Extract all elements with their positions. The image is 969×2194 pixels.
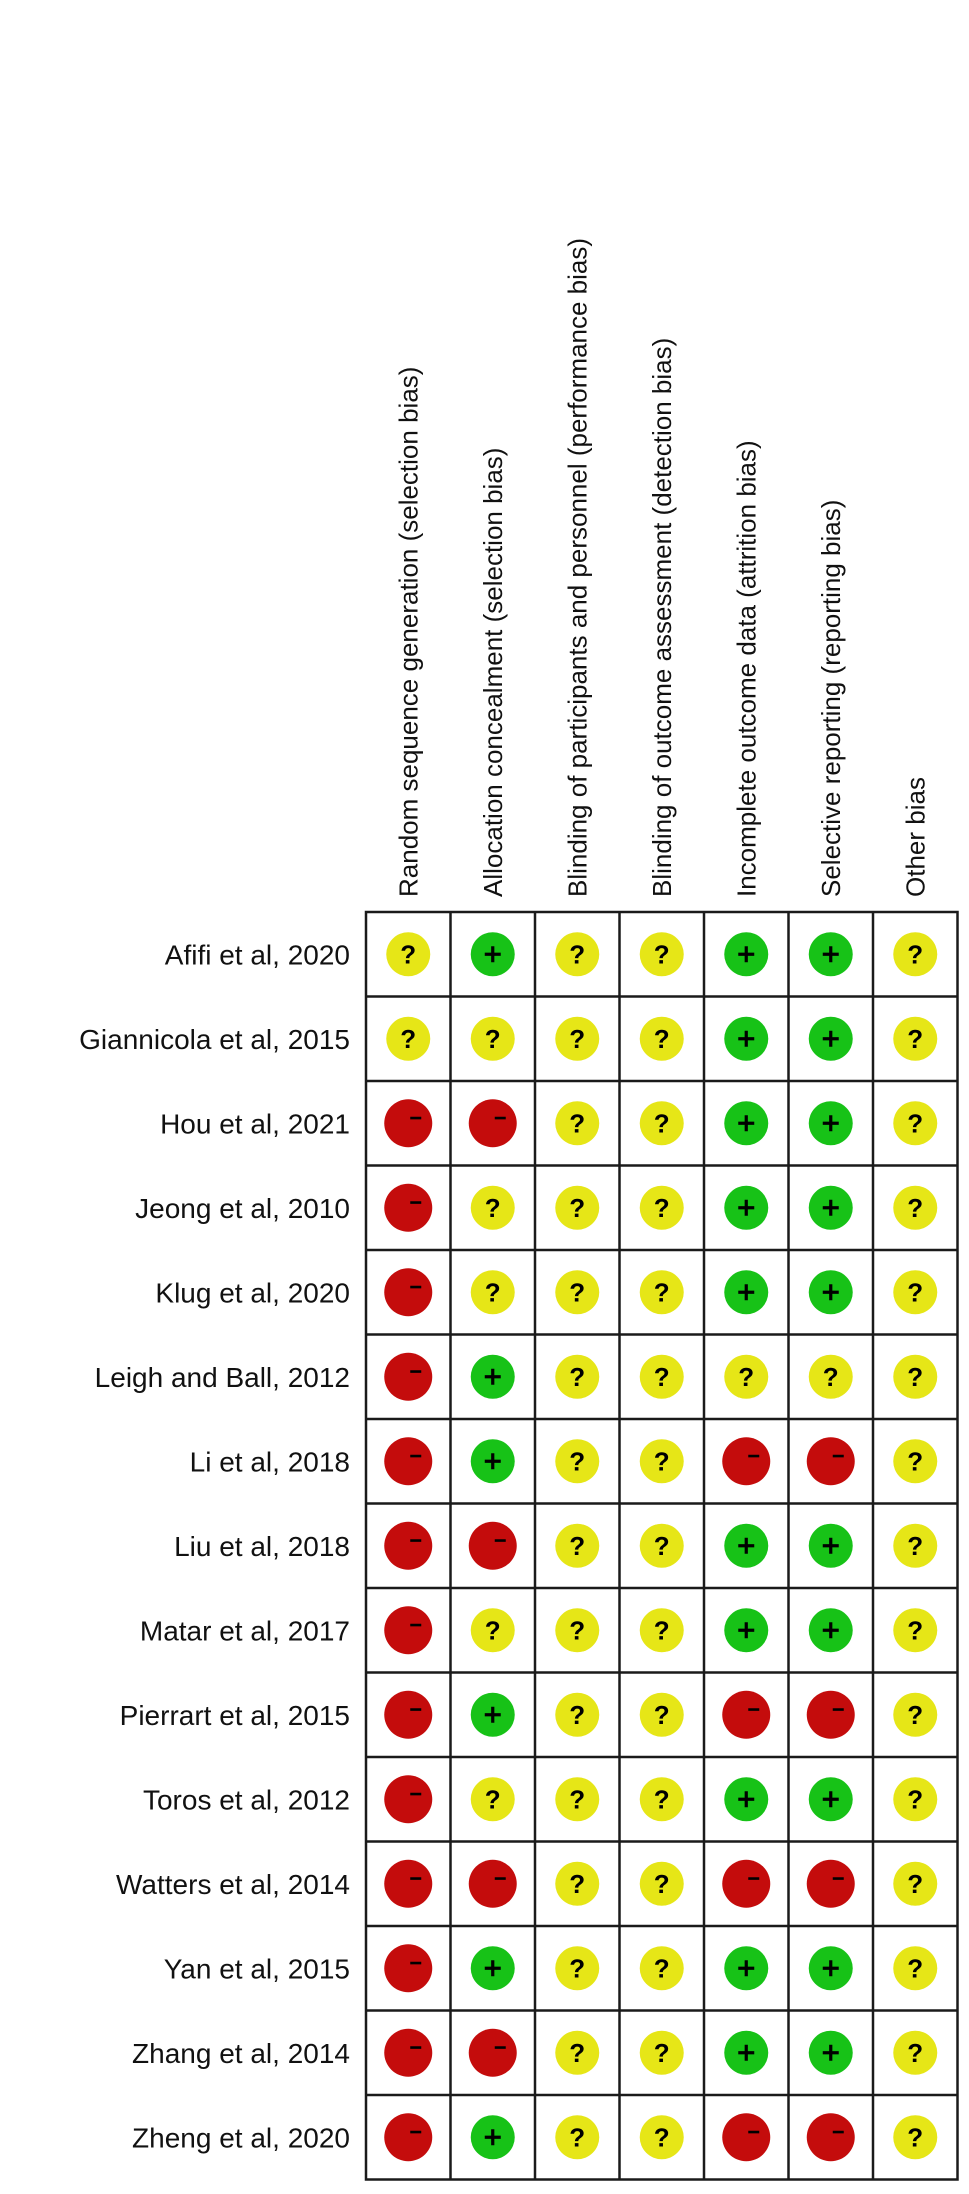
unclear-risk-mark bbox=[471, 1608, 515, 1652]
question-icon: ? bbox=[653, 939, 670, 970]
question-icon: ? bbox=[653, 1530, 670, 1561]
low-risk-mark bbox=[809, 2031, 853, 2075]
study-label: Watters et al, 2014 bbox=[116, 1868, 350, 1900]
high-risk-mark bbox=[384, 1268, 432, 1316]
low-risk-mark bbox=[724, 2031, 768, 2075]
question-icon: ? bbox=[569, 1530, 586, 1561]
unclear-risk-mark bbox=[640, 1355, 684, 1399]
question-icon: ? bbox=[907, 1192, 924, 1223]
question-icon: ? bbox=[907, 1108, 924, 1139]
plus-icon bbox=[829, 1031, 832, 1047]
unclear-risk-mark bbox=[893, 1608, 937, 1652]
minus-icon bbox=[748, 1877, 759, 1880]
plus-icon bbox=[491, 1453, 494, 1469]
unclear-risk-mark bbox=[893, 1524, 937, 1568]
rating-circle bbox=[384, 1775, 432, 1823]
plus-icon bbox=[829, 1791, 832, 1807]
plus-icon bbox=[745, 1960, 748, 1976]
minus-icon bbox=[833, 2131, 844, 2134]
study-label: Zhang et al, 2014 bbox=[132, 2037, 350, 2069]
unclear-risk-mark bbox=[555, 1186, 599, 1230]
minus-icon bbox=[410, 1708, 421, 1711]
low-risk-mark bbox=[471, 1439, 515, 1483]
unclear-risk-mark bbox=[893, 1862, 937, 1906]
question-icon: ? bbox=[653, 1868, 670, 1899]
question-icon: ? bbox=[484, 1192, 501, 1223]
unclear-risk-mark bbox=[555, 2031, 599, 2075]
low-risk-mark bbox=[724, 1608, 768, 1652]
unclear-risk-mark bbox=[640, 1017, 684, 1061]
minus-icon bbox=[748, 1455, 759, 1458]
domain-header-6: Selective reporting (reporting bias) bbox=[815, 499, 846, 897]
high-risk-mark bbox=[469, 1522, 517, 1570]
rating-circle bbox=[722, 1860, 770, 1908]
domain-header-5: Incomplete outcome data (attrition bias) bbox=[731, 440, 762, 897]
question-icon: ? bbox=[653, 1699, 670, 1730]
unclear-risk-mark bbox=[555, 1524, 599, 1568]
minus-icon bbox=[495, 2046, 506, 2049]
question-icon: ? bbox=[569, 1446, 586, 1477]
high-risk-mark bbox=[469, 1860, 517, 1908]
minus-icon bbox=[410, 2131, 421, 2134]
unclear-risk-mark bbox=[640, 1862, 684, 1906]
unclear-risk-mark bbox=[893, 1946, 937, 1990]
study-label: Afifi et al, 2020 bbox=[164, 939, 350, 971]
rating-circle bbox=[384, 1268, 432, 1316]
high-risk-mark bbox=[722, 1437, 770, 1485]
low-risk-mark bbox=[809, 1186, 853, 1230]
unclear-risk-mark bbox=[640, 1270, 684, 1314]
low-risk-mark bbox=[809, 1101, 853, 1145]
question-icon: ? bbox=[653, 1361, 670, 1392]
question-icon: ? bbox=[907, 2122, 924, 2153]
high-risk-mark bbox=[722, 1691, 770, 1739]
high-risk-mark bbox=[384, 1353, 432, 1401]
high-risk-mark bbox=[807, 2113, 855, 2161]
plus-icon bbox=[745, 1791, 748, 1807]
unclear-risk-mark bbox=[640, 1777, 684, 1821]
unclear-risk-mark bbox=[640, 932, 684, 976]
domain-headers bbox=[393, 238, 930, 897]
domain-header-2: Allocation concealment (selection bias) bbox=[477, 447, 508, 897]
question-icon: ? bbox=[569, 1953, 586, 1984]
plus-icon bbox=[745, 946, 748, 962]
question-icon: ? bbox=[907, 1868, 924, 1899]
plus-icon bbox=[745, 1115, 748, 1131]
plus-icon bbox=[829, 1538, 832, 1554]
low-risk-mark bbox=[809, 1608, 853, 1652]
domain-header-4: Blinding of outcome assessment (detection bias) bbox=[646, 337, 677, 897]
unclear-risk-mark bbox=[555, 1608, 599, 1652]
study-label: Yan et al, 2015 bbox=[163, 1953, 350, 1985]
unclear-risk-mark bbox=[640, 1693, 684, 1737]
study-label: Matar et al, 2017 bbox=[139, 1615, 350, 1647]
question-icon: ? bbox=[569, 939, 586, 970]
question-icon: ? bbox=[484, 1615, 501, 1646]
rating-marks bbox=[384, 932, 937, 2161]
question-icon: ? bbox=[653, 1446, 670, 1477]
unclear-risk-mark bbox=[386, 1017, 430, 1061]
rating-circle bbox=[722, 1437, 770, 1485]
unclear-risk-mark bbox=[555, 1777, 599, 1821]
unclear-risk-mark bbox=[640, 2115, 684, 2159]
study-label: Giannicola et al, 2015 bbox=[79, 1023, 350, 1055]
high-risk-mark bbox=[384, 1860, 432, 1908]
question-icon: ? bbox=[400, 939, 417, 970]
rating-circle bbox=[384, 1522, 432, 1570]
unclear-risk-mark bbox=[640, 1101, 684, 1145]
high-risk-mark bbox=[722, 2113, 770, 2161]
rating-circle bbox=[469, 1860, 517, 1908]
unclear-risk-mark bbox=[724, 1355, 768, 1399]
minus-icon bbox=[410, 1877, 421, 1880]
unclear-risk-mark bbox=[471, 1017, 515, 1061]
question-icon: ? bbox=[907, 1784, 924, 1815]
unclear-risk-mark bbox=[893, 1777, 937, 1821]
rating-circle bbox=[384, 1437, 432, 1485]
question-icon: ? bbox=[907, 2037, 924, 2068]
minus-icon bbox=[410, 1539, 421, 1542]
unclear-risk-mark bbox=[555, 1693, 599, 1737]
rating-circle bbox=[722, 1691, 770, 1739]
unclear-risk-mark bbox=[555, 932, 599, 976]
unclear-risk-mark bbox=[555, 1270, 599, 1314]
question-icon: ? bbox=[484, 1277, 501, 1308]
question-icon: ? bbox=[653, 1023, 670, 1054]
minus-icon bbox=[495, 1877, 506, 1880]
rating-circle bbox=[384, 2029, 432, 2077]
question-icon: ? bbox=[907, 1699, 924, 1730]
low-risk-mark bbox=[471, 1946, 515, 1990]
domain-header-7: Other bias bbox=[900, 777, 931, 897]
high-risk-mark bbox=[384, 2029, 432, 2077]
unclear-risk-mark bbox=[893, 2031, 937, 2075]
unclear-risk-mark bbox=[893, 2115, 937, 2159]
minus-icon bbox=[410, 1793, 421, 1796]
high-risk-mark bbox=[384, 1775, 432, 1823]
unclear-risk-mark bbox=[555, 1439, 599, 1483]
low-risk-mark bbox=[724, 1946, 768, 1990]
unclear-risk-mark bbox=[555, 2115, 599, 2159]
question-icon: ? bbox=[907, 1953, 924, 1984]
plus-icon bbox=[829, 1115, 832, 1131]
plus-icon bbox=[745, 2045, 748, 2061]
unclear-risk-mark bbox=[893, 1439, 937, 1483]
low-risk-mark bbox=[809, 1524, 853, 1568]
low-risk-mark bbox=[809, 932, 853, 976]
question-icon: ? bbox=[907, 1361, 924, 1392]
question-icon: ? bbox=[569, 1108, 586, 1139]
rating-circle bbox=[807, 1691, 855, 1739]
plus-icon bbox=[745, 1031, 748, 1047]
low-risk-mark bbox=[724, 1186, 768, 1230]
low-risk-mark bbox=[724, 1017, 768, 1061]
high-risk-mark bbox=[384, 1944, 432, 1992]
question-icon: ? bbox=[653, 1615, 670, 1646]
unclear-risk-mark bbox=[555, 1355, 599, 1399]
question-icon: ? bbox=[569, 2122, 586, 2153]
question-icon: ? bbox=[569, 1699, 586, 1730]
rating-circle bbox=[384, 1099, 432, 1147]
question-icon: ? bbox=[653, 1784, 670, 1815]
minus-icon bbox=[833, 1455, 844, 1458]
low-risk-mark bbox=[724, 1101, 768, 1145]
minus-icon bbox=[748, 1708, 759, 1711]
high-risk-mark bbox=[384, 1606, 432, 1654]
low-risk-mark bbox=[809, 1777, 853, 1821]
low-risk-mark bbox=[809, 1270, 853, 1314]
unclear-risk-mark bbox=[640, 1946, 684, 1990]
question-icon: ? bbox=[907, 939, 924, 970]
study-label: Zheng et al, 2020 bbox=[132, 2122, 350, 2154]
plus-icon bbox=[745, 1622, 748, 1638]
question-icon: ? bbox=[653, 1953, 670, 1984]
minus-icon bbox=[410, 2046, 421, 2049]
unclear-risk-mark bbox=[640, 1524, 684, 1568]
low-risk-mark bbox=[471, 1693, 515, 1737]
question-icon: ? bbox=[907, 1277, 924, 1308]
question-icon: ? bbox=[653, 1108, 670, 1139]
question-icon: ? bbox=[653, 1277, 670, 1308]
rating-circle bbox=[384, 1691, 432, 1739]
study-label: Li et al, 2018 bbox=[189, 1446, 350, 1478]
low-risk-mark bbox=[724, 932, 768, 976]
low-risk-mark bbox=[809, 1946, 853, 1990]
question-icon: ? bbox=[400, 1023, 417, 1054]
study-label: Toros et al, 2012 bbox=[142, 1784, 350, 1816]
rating-circle bbox=[469, 2029, 517, 2077]
plus-icon bbox=[829, 1622, 832, 1638]
study-label: Hou et al, 2021 bbox=[160, 1108, 350, 1140]
minus-icon bbox=[410, 1201, 421, 1204]
minus-icon bbox=[495, 1117, 506, 1120]
plus-icon bbox=[745, 1538, 748, 1554]
unclear-risk-mark bbox=[893, 1186, 937, 1230]
unclear-risk-mark bbox=[893, 1017, 937, 1061]
high-risk-mark bbox=[807, 1691, 855, 1739]
rating-circle bbox=[384, 1944, 432, 1992]
rating-circle bbox=[807, 1860, 855, 1908]
plus-icon bbox=[829, 1200, 832, 1216]
minus-icon bbox=[410, 1286, 421, 1289]
unclear-risk-mark bbox=[471, 1777, 515, 1821]
plus-icon bbox=[829, 1960, 832, 1976]
minus-icon bbox=[410, 1455, 421, 1458]
high-risk-mark bbox=[384, 2113, 432, 2161]
plus-icon bbox=[829, 1284, 832, 1300]
question-icon: ? bbox=[569, 1868, 586, 1899]
study-label: Jeong et al, 2010 bbox=[135, 1192, 350, 1224]
unclear-risk-mark bbox=[893, 1693, 937, 1737]
rating-circle bbox=[807, 2113, 855, 2161]
low-risk-mark bbox=[471, 2115, 515, 2159]
unclear-risk-mark bbox=[640, 1608, 684, 1652]
rating-circle bbox=[384, 2113, 432, 2161]
unclear-risk-mark bbox=[555, 1946, 599, 1990]
question-icon: ? bbox=[484, 1023, 501, 1054]
unclear-risk-mark bbox=[640, 1186, 684, 1230]
plus-icon bbox=[745, 1284, 748, 1300]
unclear-risk-mark bbox=[893, 1101, 937, 1145]
unclear-risk-mark bbox=[386, 932, 430, 976]
question-icon: ? bbox=[907, 1615, 924, 1646]
unclear-risk-mark bbox=[471, 1186, 515, 1230]
plus-icon bbox=[491, 946, 494, 962]
study-label: Liu et al, 2018 bbox=[174, 1530, 350, 1562]
domain-header-3: Blinding of participants and personnel (performance bias) bbox=[562, 237, 593, 897]
rating-circle bbox=[722, 2113, 770, 2161]
rating-circle bbox=[807, 1437, 855, 1485]
unclear-risk-mark bbox=[893, 1270, 937, 1314]
plus-icon bbox=[491, 1369, 494, 1385]
study-labels bbox=[79, 939, 350, 2153]
question-icon: ? bbox=[653, 2122, 670, 2153]
minus-icon bbox=[410, 1624, 421, 1627]
high-risk-mark bbox=[469, 1099, 517, 1147]
minus-icon bbox=[748, 2131, 759, 2134]
minus-icon bbox=[410, 1117, 421, 1120]
plus-icon bbox=[491, 1960, 494, 1976]
domain-header-1: Random sequence generation (selection bias) bbox=[393, 366, 424, 897]
question-icon: ? bbox=[653, 2037, 670, 2068]
question-icon: ? bbox=[907, 1530, 924, 1561]
minus-icon bbox=[495, 1539, 506, 1542]
unclear-risk-mark bbox=[555, 1101, 599, 1145]
plus-icon bbox=[491, 2129, 494, 2145]
study-label: Leigh and Ball, 2012 bbox=[94, 1361, 350, 1393]
low-risk-mark bbox=[809, 1017, 853, 1061]
low-risk-mark bbox=[471, 932, 515, 976]
question-icon: ? bbox=[484, 1784, 501, 1815]
unclear-risk-mark bbox=[640, 1439, 684, 1483]
question-icon: ? bbox=[569, 1277, 586, 1308]
low-risk-mark bbox=[724, 1270, 768, 1314]
question-icon: ? bbox=[822, 1361, 839, 1392]
rating-circle bbox=[384, 1606, 432, 1654]
question-icon: ? bbox=[569, 1784, 586, 1815]
plus-icon bbox=[829, 2045, 832, 2061]
plus-icon bbox=[491, 1707, 494, 1723]
question-icon: ? bbox=[569, 1615, 586, 1646]
study-label: Pierrart et al, 2015 bbox=[119, 1699, 350, 1731]
question-icon: ? bbox=[907, 1446, 924, 1477]
low-risk-mark bbox=[724, 1524, 768, 1568]
rating-circle bbox=[469, 1099, 517, 1147]
high-risk-mark bbox=[807, 1860, 855, 1908]
plus-icon bbox=[745, 1200, 748, 1216]
minus-icon bbox=[833, 1708, 844, 1711]
question-icon: ? bbox=[569, 2037, 586, 2068]
question-icon: ? bbox=[653, 1192, 670, 1223]
rating-circle bbox=[384, 1860, 432, 1908]
high-risk-mark bbox=[469, 2029, 517, 2077]
question-icon: ? bbox=[907, 1023, 924, 1054]
plus-icon bbox=[829, 946, 832, 962]
unclear-risk-mark bbox=[555, 1017, 599, 1061]
unclear-risk-mark bbox=[893, 1355, 937, 1399]
high-risk-mark bbox=[384, 1691, 432, 1739]
high-risk-mark bbox=[384, 1522, 432, 1570]
high-risk-mark bbox=[722, 1860, 770, 1908]
minus-icon bbox=[833, 1877, 844, 1880]
rating-circle bbox=[469, 1522, 517, 1570]
unclear-risk-mark bbox=[555, 1862, 599, 1906]
unclear-risk-mark bbox=[893, 932, 937, 976]
high-risk-mark bbox=[384, 1099, 432, 1147]
question-icon: ? bbox=[569, 1023, 586, 1054]
rating-circle bbox=[384, 1353, 432, 1401]
high-risk-mark bbox=[384, 1437, 432, 1485]
unclear-risk-mark bbox=[471, 1270, 515, 1314]
high-risk-mark bbox=[807, 1437, 855, 1485]
question-icon: ? bbox=[569, 1192, 586, 1223]
question-icon: ? bbox=[738, 1361, 755, 1392]
unclear-risk-mark bbox=[809, 1355, 853, 1399]
rating-circle bbox=[384, 1184, 432, 1232]
minus-icon bbox=[410, 1962, 421, 1965]
minus-icon bbox=[410, 1370, 421, 1373]
study-label: Klug et al, 2020 bbox=[155, 1277, 350, 1309]
unclear-risk-mark bbox=[640, 2031, 684, 2075]
low-risk-mark bbox=[471, 1355, 515, 1399]
high-risk-mark bbox=[384, 1184, 432, 1232]
question-icon: ? bbox=[569, 1361, 586, 1392]
low-risk-mark bbox=[724, 1777, 768, 1821]
